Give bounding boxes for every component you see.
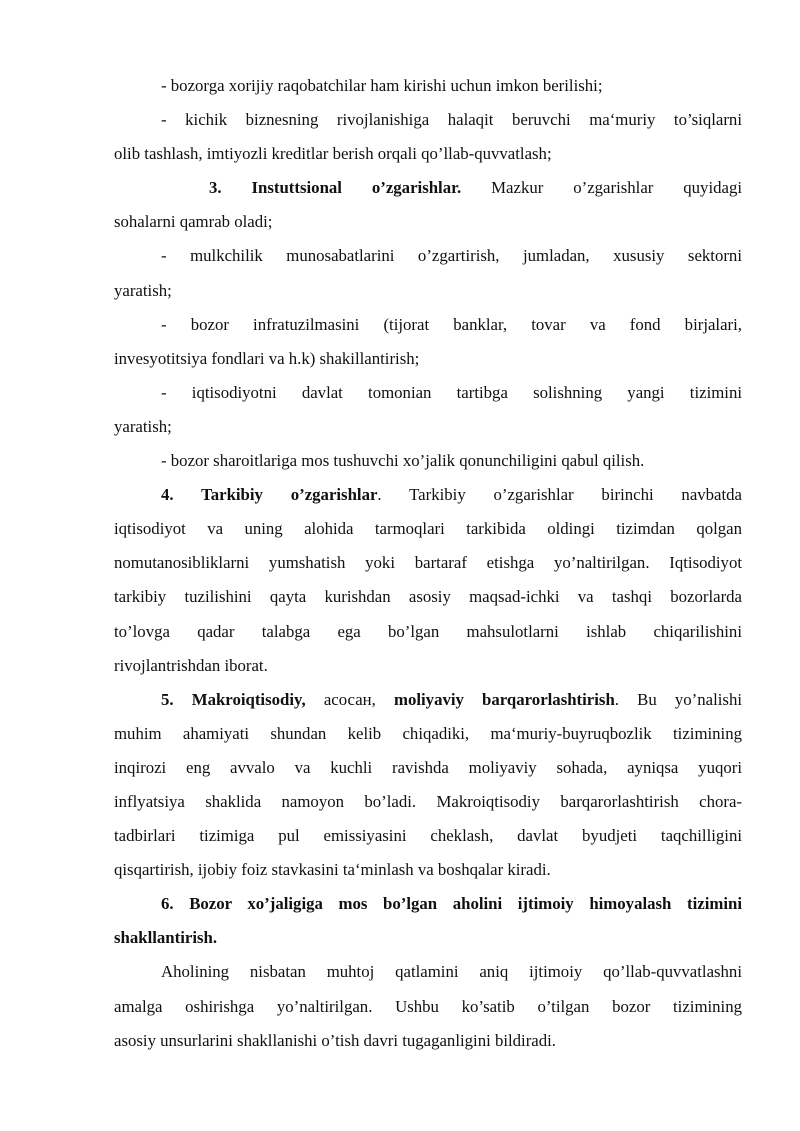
section-5-line3: inqirozi eng avvalo va kuchli ravishda moliyaviy sohada, ayniqsa yuqori bbox=[114, 757, 742, 777]
section-4-line6: rivojlantrishdan iborat. bbox=[114, 655, 268, 675]
section-3-text: Mazkur o’zgarishlar quyidagi bbox=[461, 178, 743, 198]
section-6-heading-line2 bbox=[114, 921, 742, 955]
section-4-heading: 4. Tarkibiy o’zgarishlar bbox=[161, 485, 378, 505]
section-5-mid-text: асосан, bbox=[305, 689, 394, 709]
section-5-heading-part1: 5. Makroiqtisodiy, bbox=[161, 689, 306, 709]
section-6-heading-line1 bbox=[114, 887, 742, 921]
list-item-small-business-line2: olib tashlash, imtiyozli kreditlar berish orqali qo’llab-quvvatlash; bbox=[114, 144, 552, 164]
section-4-line2: iqtisodiyot va uning alohida tarmoqlari tarkibida oldingi tizimdan qolgan bbox=[114, 519, 742, 539]
section-5-line4: inflyatsiya shaklida namoyon bo’ladi. Makroiqtisodiy barqarorlashtirish chora- bbox=[114, 791, 742, 811]
section-3-line1 bbox=[114, 171, 742, 205]
section-4-line1 bbox=[114, 478, 742, 512]
list-item-infrastructure-line1: - bozor infratuzilmasini (tijorat banklar, tovar va fond birjalari, bbox=[161, 314, 742, 334]
list-item-legislation: - bozor sharoitlariga mos tushuvchi xo’jalik qonunchiligini qabul qilish. bbox=[161, 451, 645, 471]
list-item-foreign-competitors: - bozorga xorijiy raqobatchilar ham kirishi uchun imkon berilishi; bbox=[161, 76, 603, 95]
list-item-small-business-line1: - kichik biznesning rivojlanishiga halaqit beruvchi ma‘muriy to’siqlarni bbox=[161, 110, 742, 130]
section-4-line3: nomutanosibliklarni yumshatish yoki bartaraf etishga yo’naltirilgan. Iqtisodiyot bbox=[114, 553, 742, 573]
document-page bbox=[114, 69, 742, 1058]
section-6-body-line3: asosiy unsurlarini shakllanishi o’tish davri tugaganligini bildiradi. bbox=[114, 1030, 557, 1050]
section-5-text: . Bu yo’nalishi bbox=[614, 689, 742, 709]
section-5-line5: tadbirlari tizimiga pul emissiyasini cheklash, davlat byudjeti taqchilligini bbox=[114, 826, 742, 846]
section-6-body-line2: amalga oshirishga yo’naltirilgan. Ushbu ko’satib o’tilgan bozor tizimining bbox=[114, 996, 742, 1016]
section-6-heading-text1: 6. Bozor xo’jaligiga mos bo’lgan aholini ijtimoiy himoyalash tizimini bbox=[161, 894, 742, 914]
list-item-regulation-line2: yaratish; bbox=[114, 416, 172, 436]
section-3-line2: sohalarni qamrab oladi; bbox=[114, 212, 273, 232]
list-item-ownership-line2: yaratish; bbox=[114, 280, 172, 300]
section-5-line6: qisqartirish, ijobiy foiz stavkasini ta‘minlash va boshqalar kiradi. bbox=[114, 860, 551, 880]
section-6-heading-text2: shakllantirish. bbox=[114, 928, 218, 948]
list-item-regulation-line1: - iqtisodiyotni davlat tomonian tartibga solishning yangi tizimini bbox=[161, 382, 742, 402]
section-5-heading-part2: moliyaviy barqarorlashtirish bbox=[393, 689, 615, 709]
list-item-infrastructure-line2: invesyotitsiya fondlari va h.k) shakillantirish; bbox=[114, 348, 420, 368]
section-5-line1 bbox=[114, 683, 742, 717]
section-6-body-line1: Aholining nisbatan muhtoj qatlamini aniq ijtimoiy qo’llab-quvvatlashni bbox=[161, 962, 742, 982]
section-3-heading: 3. Instuttsional o’zgarishlar. bbox=[209, 178, 462, 198]
list-item-ownership-line1: - mulkchilik munosabatlarini o’zgartirish, jumladan, xususiy sektorni bbox=[161, 246, 742, 266]
section-5-line2: muhim ahamiyati shundan kelib chiqadiki, ma‘muriy-buyruqbozlik tizimining bbox=[114, 723, 742, 743]
section-4-line5: to’lovga qadar talabga ega bo’lgan mahsulotlarni ishlab chiqarilishini bbox=[114, 621, 742, 641]
section-4-text: . Tarkibiy o’zgarishlar birinchi navbatda bbox=[377, 485, 742, 505]
section-4-line4: tarkibiy tuzilishini qayta kurishdan asosiy maqsad-ichki va tashqi bozorlarda bbox=[114, 587, 742, 607]
